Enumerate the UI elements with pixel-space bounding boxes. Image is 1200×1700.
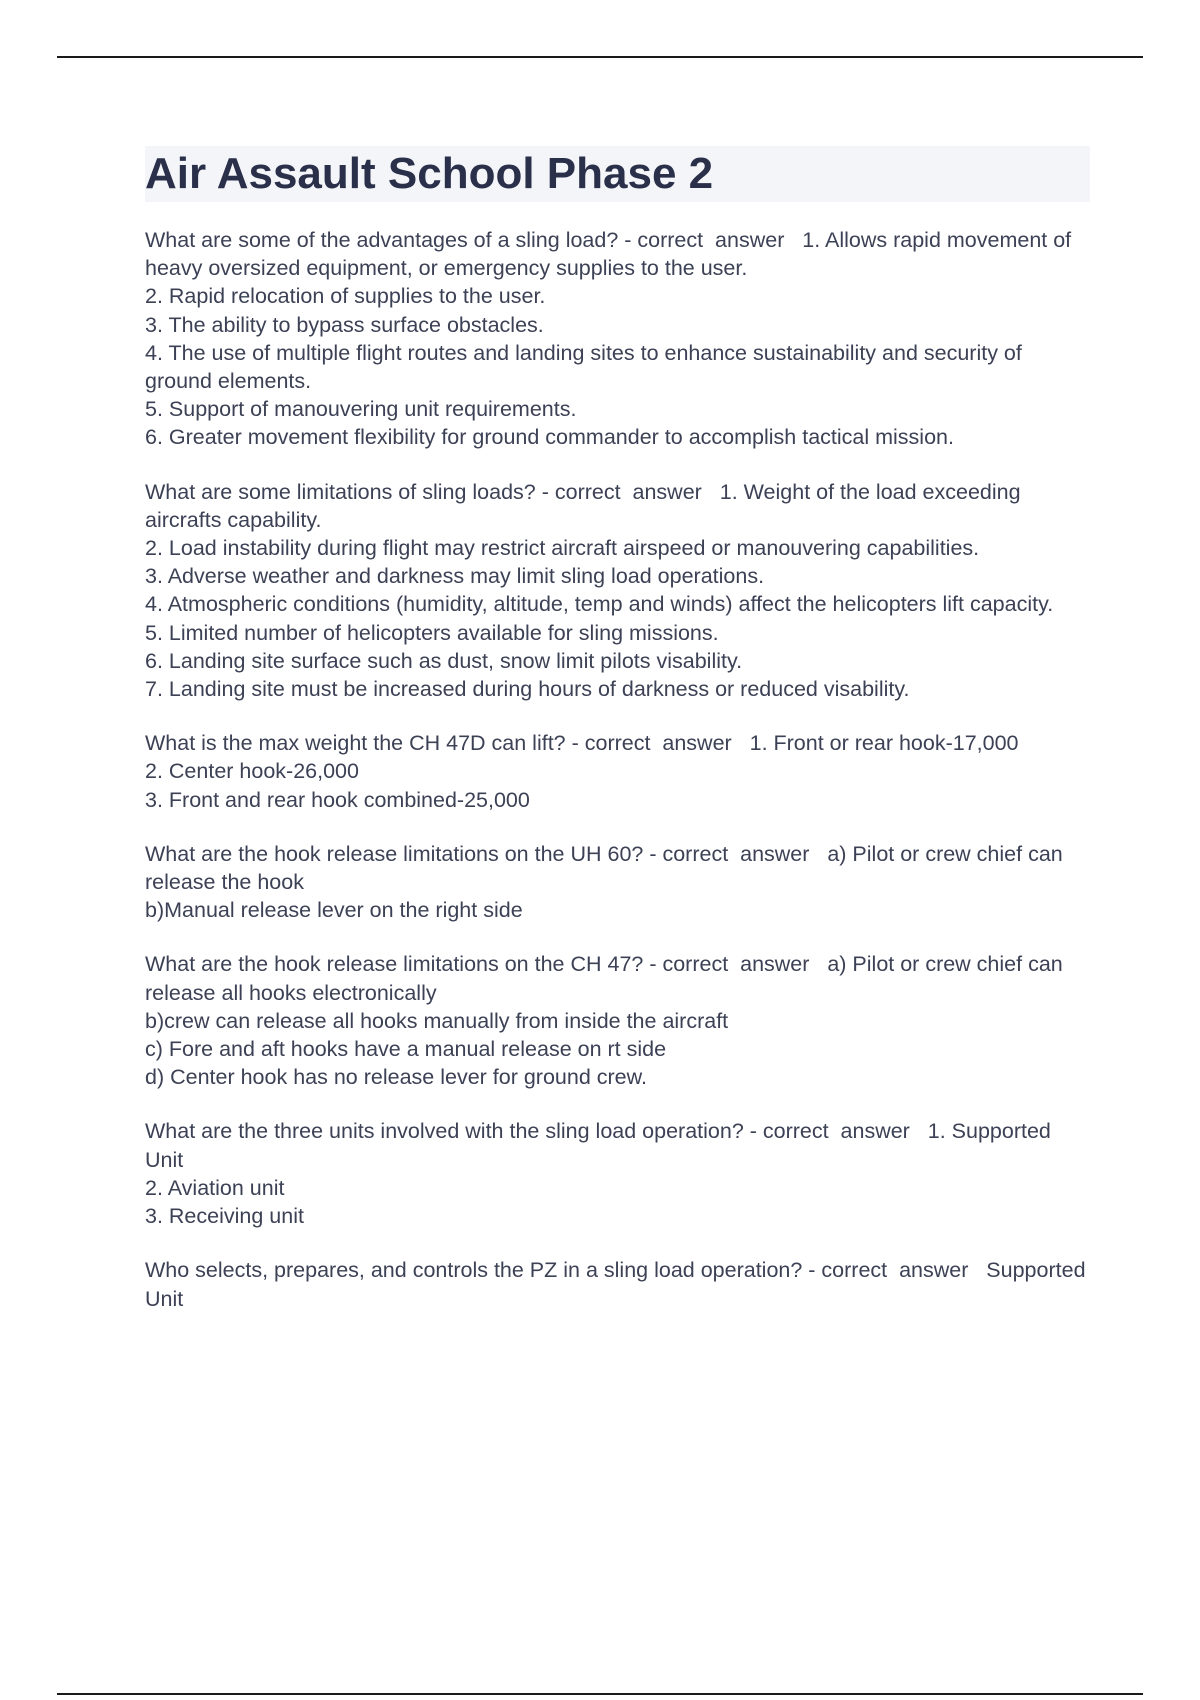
qa-line: 5. Limited number of helicopters available for sling missions. bbox=[145, 620, 719, 645]
qa-line: What are the hook release limitations on the CH 47? - correct answer a) Pilot or crew chief can release all hooks electronically bbox=[145, 952, 1069, 1005]
qa-line: 3. Adverse weather and darkness may limit sling load operations. bbox=[145, 564, 765, 589]
qa-line: 6. Greater movement flexibility for ground commander to accomplish tactical mission. bbox=[145, 425, 954, 450]
qa-line: 4. Atmospheric conditions (humidity, altitude, temp and winds) affect the helicopters lift capacity. bbox=[145, 592, 1054, 617]
qa-line: 2. Center hook-26,000 bbox=[145, 759, 359, 784]
qa-line: What are the three units involved with the sling load operation? - correct answer 1. Supported Unit bbox=[145, 1119, 1057, 1172]
qa-line: b)crew can release all hooks manually from inside the aircraft bbox=[145, 1008, 729, 1033]
qa-line: 6. Landing site surface such as dust, snow limit pilots visability. bbox=[145, 648, 743, 673]
qa-line: 2. Load instability during flight may restrict aircraft airspeed or manouvering capabilities. bbox=[145, 536, 980, 561]
title-band bbox=[145, 146, 1090, 202]
qa-line: 2. Aviation unit bbox=[145, 1175, 285, 1200]
qa-card-sling-load-advantages bbox=[145, 226, 1090, 452]
qa-card-sling-load-limitations bbox=[145, 478, 1090, 704]
qa-line: 5. Support of manouvering unit requirements. bbox=[145, 397, 577, 422]
qa-line: b)Manual release lever on the right side bbox=[145, 898, 523, 923]
top-rule bbox=[57, 56, 1143, 58]
qa-line: c) Fore and aft hooks have a manual release on rt side bbox=[145, 1037, 667, 1062]
qa-card-pz-control bbox=[145, 1256, 1090, 1312]
qa-line: What are some limitations of sling loads? - correct answer 1. Weight of the load exceeding aircrafts capability. bbox=[145, 479, 1027, 532]
qa-line: d) Center hook has no release lever for ground crew. bbox=[145, 1065, 647, 1090]
document-body bbox=[145, 146, 1090, 1339]
qa-line: 7. Landing site must be increased during hours of darkness or reduced visability. bbox=[145, 677, 910, 702]
qa-line: What is the max weight the CH 47D can lift? - correct answer 1. Front or rear hook-17,000 bbox=[145, 731, 1019, 756]
qa-line: 2. Rapid relocation of supplies to the user. bbox=[145, 284, 546, 309]
qa-line: What are some of the advantages of a sling load? - correct answer 1. Allows rapid movement of heavy oversized equipment, or emergency supplies to the user. bbox=[145, 228, 1078, 281]
qa-line: 3. Front and rear hook combined-25,000 bbox=[145, 787, 530, 812]
qa-line: Who selects, prepares, and controls the PZ in a sling load operation? - correct answer Supported Unit bbox=[145, 1258, 1092, 1311]
bottom-rule bbox=[57, 1693, 1143, 1695]
qa-card-three-units bbox=[145, 1117, 1090, 1230]
qa-card-uh60-hook-release bbox=[145, 840, 1090, 925]
qa-line: 4. The use of multiple flight routes and landing sites to enhance sustainability and security of ground elements. bbox=[145, 340, 1028, 394]
qa-card-ch47-hook-release bbox=[145, 950, 1090, 1091]
qa-card-ch47d-max-weight bbox=[145, 729, 1090, 814]
qa-line: What are the hook release limitations on the UH 60? - correct answer a) Pilot or crew chief can release the hook bbox=[145, 841, 1069, 895]
qa-line: 3. Receiving unit bbox=[145, 1204, 304, 1229]
qa-line: 3. The ability to bypass surface obstacles. bbox=[145, 312, 544, 337]
page-title: Air Assault School Phase 2 bbox=[145, 149, 714, 198]
